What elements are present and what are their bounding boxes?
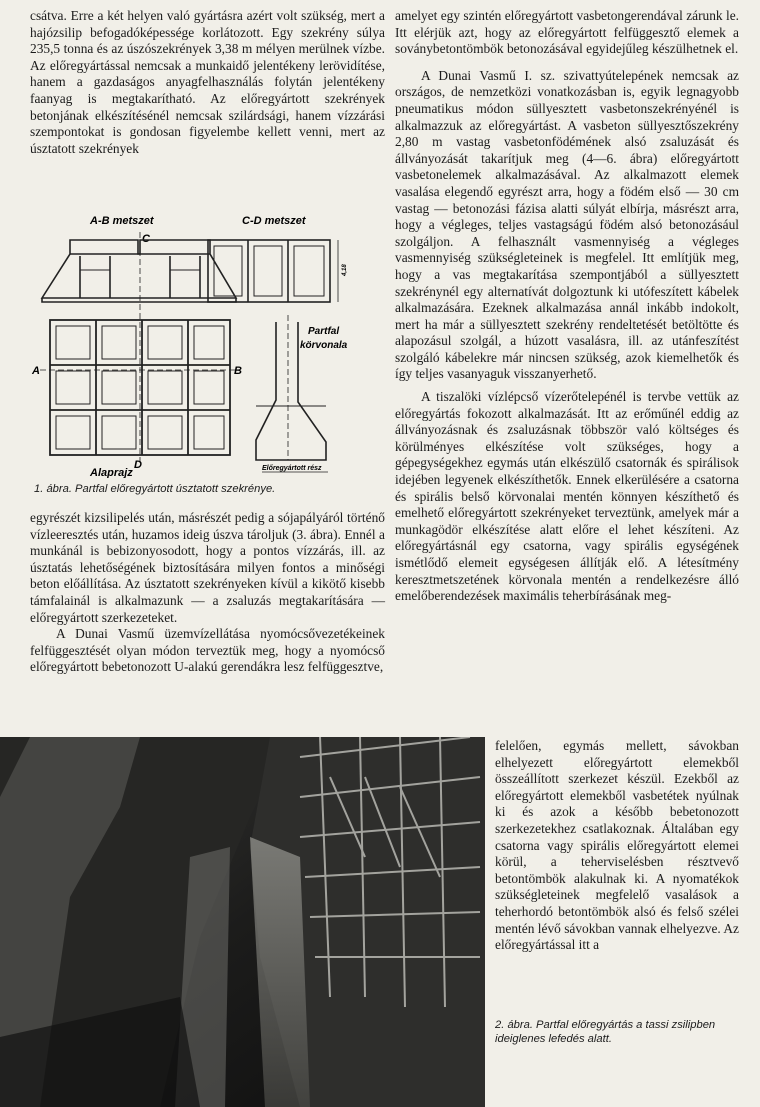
label-c: C [142, 233, 150, 245]
paragraph: A Dunai Vasmű üzemvízellátása nyomócsővezetékeinek felfüggesztését olyan módon terveztük meg, hogy a nyomócső előregyártott bebetonozott U-alakú gerendákra lesz felfüggesztve, [30, 626, 385, 675]
paragraph: csátva. Erre a két helyen való gyártásra azért volt szükség, mert a hajózsilip befogadóképessége korlátozott. Egy szekrény súlya 235,5 tonna és az úszószekrények 3,38 m mélyen merülnek vízbe. Az előregyártással nemcsak a munkaidő jelentékeny lerövidítése, hanem a gazdaságos anyagfelhasználás folytán jelentékeny faanyag is megtakarítható. Az előregyártott szekrények betonjának elkészítésénél nemcsak szilárdsági, hanem vízzárási szempontokat is gondosan figyelembe kellett venni, mert az úsztatott szekrények [30, 8, 385, 156]
figure-1-caption: 1. ábra. Partfal előregyártott úsztatott szekrénye. [34, 483, 276, 495]
paragraph: amelyet egy szintén előregyártott vasbetongerendával zárunk le. Itt elérjük azt, hogy az előregyártott felfüggesztő elemek a soványbetontömbök betonozásával egyidejűleg készülhetnek el. [395, 8, 739, 57]
label-korvonala: körvonala [300, 340, 348, 351]
label-cd-section: C-D metszet [242, 215, 306, 227]
paragraph: egyrészét kizsilipelés után, másrészét pedig a sójapályáról történő vízleeresztés után, huzamos ideig úszva tároljuk (3. ábra). Ennél a munkánál is bebizonyosodott, hogy a pontos vízzárás, ill. az úsztatás lehetőségének biztosítására milyen fontos a minőségi beton előállítása. Az úsztatott szekrényeken kívül a kikötő kisebb támfalainál is alkalmazunk — a zsaluzás megtakarítására — előregyártott szerkezeteket. [30, 510, 385, 625]
figure-1-drawing [30, 210, 385, 478]
figure-2-caption: 2. ábra. Partfal előregyártás a tassi zsilipben ideiglenes lefedés alatt. [495, 1019, 716, 1045]
label-ab-section: A-B metszet [90, 215, 154, 227]
label-plan: Alaprajz [90, 467, 133, 478]
label-dimension: 4,18 [342, 264, 348, 276]
label-b: B [234, 365, 242, 377]
right-column-narrow [495, 738, 739, 954]
label-partfal: Partfal [308, 326, 340, 337]
figure-2-photo [0, 737, 485, 1107]
right-column [395, 8, 739, 605]
left-column-middle [30, 510, 385, 676]
paragraph: A tiszalöki vízlépcső vízerőtelepénél is tervbe vettük az előregyártás fokozott alkalmazását. Itt az erőműnél eddig az állványozásnak és zsaluzásnak többször való költséges és körülményes elkészítése volt szükséges, hogy a gépegységekhez egymás után elkészülő csatornák és spirálisok idejében legyenek elkészíthetők. Ennek elkerülésére a csatorna és spirális belső körvonalai mentén könnyen készíthető és emelhető előregyártott szekrényeket terveztünk, amelyek már a munkagödör elkészítése alatt előre el lehet készíteni. Az előregyártásnál egy csatorna, vagy spirális egységének ismétlődő elemeit egységesen állítják elő. A létesítmény keresztmetszetének körvonala mentén a rendelkezésre álló emelőberendezések maximális teherbírásának meg- [395, 389, 739, 604]
label-prefabricated-part: Előregyártott rész [262, 465, 322, 472]
left-column-top [30, 8, 385, 157]
label-d: D [134, 459, 142, 471]
paragraph: felelően, egymás mellett, sávokban elhelyezett előregyártott elemekből összeállított szerkezet készül. Ezekből az előregyártott elemekből vasbetétek nyúlnak ki és azok a később bebetonozott szerkezetekhez csatlakoznak. Általában egy csatorna vagy spirális előregyártott elemei körül, a teherviselésben résztvevő betontömbök alakulnak ki. A nyomatékok szükségleteinek megfelelő vasalások a teherhordó betontömbök alsó és felső szélei mentén lévő sávokban vannak elhelyezve. Az előregyártással itt a [495, 738, 739, 953]
paragraph: A Dunai Vasmű I. sz. szivattyútelepének nemcsak az országos, de nemzetközi vonatkozásban is, egyik legnagyobb pneumatikus módon süllyesztett vasbetonszekrényénél is alkalmazzuk az előregyártást. A vasbeton süllyesztőszekrény 2,80 m vastag vasbetonfödémének alsó zsaluzását és állványozását takarítjuk meg (4—6. ábra) előregyártott vasbetonelemek alkalmazásával. Az alkalmazott elemek vasalása elegendő egyrészt arra, hogy a födém első — 30 cm vastag — betonozási fázisa alatti súlyát elbírja, másrészt arra, hogy a végleges, teljes vastagságú födém alsó betonozásául szolgáljon. A felhasznált vasmennyiség a végleges vasmennyiség szükségleteinek is megfelel. Itt említjük meg, hogy a vas megtakarítása szempontjából a süllyesztett szekrénynél egy alternatívát dolgoztunk ki utófeszített kábelek alkalmazására. Ezeknek alkalmazása annál inkább indokolt, mert ha már a süllyesztett szekrény rendeltetését betöltötte és alapozásul szolgál, a húzott vasalásra, ill. az utánfeszítést szolgáló kábelekre már nincsen szükség, azok kiemelhetők és így teljes vasanyaguk visszanyerhető. [395, 67, 739, 382]
label-a: A [32, 365, 40, 377]
